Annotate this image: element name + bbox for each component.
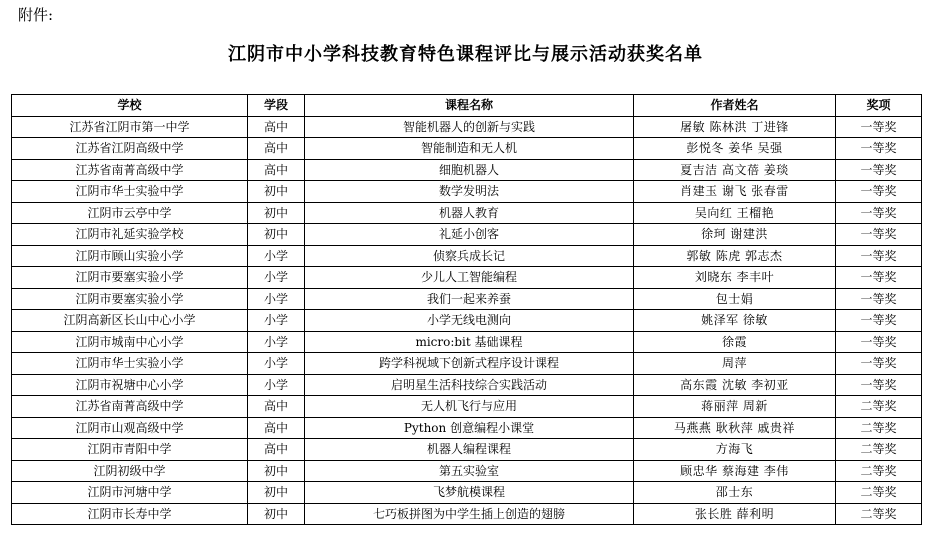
school-cell: 江苏省江阴高级中学 bbox=[12, 138, 248, 160]
course-cell: 第五实验室 bbox=[305, 460, 634, 482]
course-cell: micro:bit 基础课程 bbox=[305, 331, 634, 353]
author-cell: 姚泽军 徐敏 bbox=[634, 310, 836, 332]
author-cell: 刘晓东 李丰叶 bbox=[634, 267, 836, 289]
course-cell: Python 创意编程小课堂 bbox=[305, 417, 634, 439]
school-cell: 江阴高新区长山中心小学 bbox=[12, 310, 248, 332]
header-level: 学段 bbox=[248, 95, 305, 117]
course-cell: 细胞机器人 bbox=[305, 159, 634, 181]
school-cell: 江阴市山观高级中学 bbox=[12, 417, 248, 439]
table-row bbox=[12, 138, 922, 160]
awards-table bbox=[11, 94, 922, 525]
header-authors: 作者姓名 bbox=[634, 95, 836, 117]
award-cell: 一等奖 bbox=[836, 138, 922, 160]
award-cell: 一等奖 bbox=[836, 288, 922, 310]
table-row bbox=[12, 417, 922, 439]
table-row bbox=[12, 353, 922, 375]
award-cell: 一等奖 bbox=[836, 245, 922, 267]
course-cell: 机器人教育 bbox=[305, 202, 634, 224]
award-cell: 一等奖 bbox=[836, 353, 922, 375]
level-cell: 初中 bbox=[248, 482, 305, 504]
table-row bbox=[12, 116, 922, 138]
award-cell: 二等奖 bbox=[836, 503, 922, 525]
author-cell: 屠敏 陈林洪 丁进锋 bbox=[634, 116, 836, 138]
school-cell: 江阴市要塞实验小学 bbox=[12, 288, 248, 310]
level-cell: 小学 bbox=[248, 267, 305, 289]
level-cell: 小学 bbox=[248, 288, 305, 310]
author-cell: 包士娟 bbox=[634, 288, 836, 310]
course-cell: 七巧板拼图为中学生插上创造的翅膀 bbox=[305, 503, 634, 525]
level-cell: 小学 bbox=[248, 374, 305, 396]
award-cell: 一等奖 bbox=[836, 181, 922, 203]
author-cell: 蒋丽萍 周新 bbox=[634, 396, 836, 418]
level-cell: 初中 bbox=[248, 503, 305, 525]
course-cell: 智能制造和无人机 bbox=[305, 138, 634, 160]
table-row bbox=[12, 439, 922, 461]
school-cell: 江阴市云亭中学 bbox=[12, 202, 248, 224]
school-cell: 江苏省南菁高级中学 bbox=[12, 159, 248, 181]
author-cell: 徐珂 谢建洪 bbox=[634, 224, 836, 246]
level-cell: 高中 bbox=[248, 417, 305, 439]
course-cell: 跨学科视域下创新式程序设计课程 bbox=[305, 353, 634, 375]
table-row bbox=[12, 245, 922, 267]
page-title: 江阴市中小学科技教育特色课程评比与展示活动获奖名单 bbox=[228, 44, 703, 65]
table-row bbox=[12, 374, 922, 396]
school-cell: 江阴市礼延实验学校 bbox=[12, 224, 248, 246]
award-cell: 一等奖 bbox=[836, 224, 922, 246]
award-cell: 一等奖 bbox=[836, 116, 922, 138]
level-cell: 初中 bbox=[248, 460, 305, 482]
table-row bbox=[12, 482, 922, 504]
author-cell: 邵士东 bbox=[634, 482, 836, 504]
school-cell: 江阴市城南中心小学 bbox=[12, 331, 248, 353]
author-cell: 高东霞 沈敏 李初亚 bbox=[634, 374, 836, 396]
school-cell: 江阴市青阳中学 bbox=[12, 439, 248, 461]
header-course: 课程名称 bbox=[305, 95, 634, 117]
school-cell: 江阴市顾山实验小学 bbox=[12, 245, 248, 267]
header-award: 奖项 bbox=[836, 95, 922, 117]
level-cell: 高中 bbox=[248, 138, 305, 160]
author-cell: 方海飞 bbox=[634, 439, 836, 461]
level-cell: 小学 bbox=[248, 331, 305, 353]
course-cell: 机器人编程课程 bbox=[305, 439, 634, 461]
author-cell: 顾忠华 蔡海建 李伟 bbox=[634, 460, 836, 482]
award-cell: 二等奖 bbox=[836, 396, 922, 418]
table-header bbox=[12, 95, 922, 117]
author-cell: 马燕燕 耿秋萍 戚贵祥 bbox=[634, 417, 836, 439]
course-cell: 启明星生活科技综合实践活动 bbox=[305, 374, 634, 396]
attachment-label: 附件: bbox=[18, 6, 54, 24]
level-cell: 高中 bbox=[248, 396, 305, 418]
header-school: 学校 bbox=[12, 95, 248, 117]
award-cell: 一等奖 bbox=[836, 267, 922, 289]
course-cell: 少儿人工智能编程 bbox=[305, 267, 634, 289]
table-row bbox=[12, 331, 922, 353]
table-row bbox=[12, 310, 922, 332]
header-row bbox=[12, 95, 922, 117]
award-cell: 一等奖 bbox=[836, 331, 922, 353]
level-cell: 初中 bbox=[248, 224, 305, 246]
award-cell: 二等奖 bbox=[836, 460, 922, 482]
table-row bbox=[12, 396, 922, 418]
table-row bbox=[12, 288, 922, 310]
table-body bbox=[12, 116, 922, 525]
table-row bbox=[12, 224, 922, 246]
school-cell: 江阴市要塞实验小学 bbox=[12, 267, 248, 289]
level-cell: 高中 bbox=[248, 439, 305, 461]
table-row bbox=[12, 181, 922, 203]
level-cell: 初中 bbox=[248, 202, 305, 224]
author-cell: 夏吉洁 高文蓓 姜琰 bbox=[634, 159, 836, 181]
author-cell: 彭悦冬 姜华 吴强 bbox=[634, 138, 836, 160]
award-cell: 二等奖 bbox=[836, 439, 922, 461]
course-cell: 礼延小创客 bbox=[305, 224, 634, 246]
level-cell: 初中 bbox=[248, 181, 305, 203]
school-cell: 江苏省江阴市第一中学 bbox=[12, 116, 248, 138]
course-cell: 无人机飞行与应用 bbox=[305, 396, 634, 418]
author-cell: 肖建玉 谢飞 张春雷 bbox=[634, 181, 836, 203]
course-cell: 智能机器人的创新与实践 bbox=[305, 116, 634, 138]
author-cell: 周萍 bbox=[634, 353, 836, 375]
author-cell: 郭敏 陈虎 郭志杰 bbox=[634, 245, 836, 267]
school-cell: 江阴市华士实验小学 bbox=[12, 353, 248, 375]
school-cell: 江苏省南菁高级中学 bbox=[12, 396, 248, 418]
level-cell: 小学 bbox=[248, 310, 305, 332]
author-cell: 徐霞 bbox=[634, 331, 836, 353]
award-cell: 一等奖 bbox=[836, 374, 922, 396]
award-cell: 一等奖 bbox=[836, 159, 922, 181]
table-row bbox=[12, 503, 922, 525]
table-row bbox=[12, 202, 922, 224]
level-cell: 小学 bbox=[248, 245, 305, 267]
level-cell: 高中 bbox=[248, 159, 305, 181]
course-cell: 数学发明法 bbox=[305, 181, 634, 203]
award-cell: 一等奖 bbox=[836, 202, 922, 224]
course-cell: 飞梦航模课程 bbox=[305, 482, 634, 504]
table-row bbox=[12, 267, 922, 289]
course-cell: 侦察兵成长记 bbox=[305, 245, 634, 267]
school-cell: 江阴市长寿中学 bbox=[12, 503, 248, 525]
course-cell: 我们一起来养蚕 bbox=[305, 288, 634, 310]
level-cell: 高中 bbox=[248, 116, 305, 138]
course-cell: 小学无线电测向 bbox=[305, 310, 634, 332]
author-cell: 张长胜 薛利明 bbox=[634, 503, 836, 525]
table-row bbox=[12, 159, 922, 181]
award-cell: 一等奖 bbox=[836, 310, 922, 332]
award-cell: 二等奖 bbox=[836, 482, 922, 504]
award-cell: 二等奖 bbox=[836, 417, 922, 439]
level-cell: 小学 bbox=[248, 353, 305, 375]
school-cell: 江阴市河塘中学 bbox=[12, 482, 248, 504]
table-row bbox=[12, 460, 922, 482]
school-cell: 江阴市华士实验中学 bbox=[12, 181, 248, 203]
author-cell: 吴向红 王榴艳 bbox=[634, 202, 836, 224]
school-cell: 江阴市祝塘中心小学 bbox=[12, 374, 248, 396]
school-cell: 江阴初级中学 bbox=[12, 460, 248, 482]
